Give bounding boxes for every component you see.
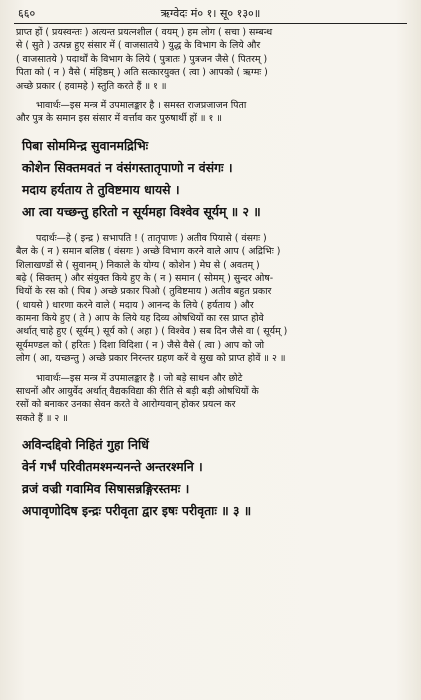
mantra-3: [16, 434, 407, 522]
mantra-line: आ त्वा यच्छन्तु हरितो न सूर्यमहा विश्वेव सूर्यम् ॥ २ ॥: [22, 203, 261, 219]
text-line: बढ़े ( सिक्तम् ) और संयुक्त किये हुए के ( न ) समान ( सोमम् ) सुन्दर ओष-: [16, 272, 274, 284]
text-line: धियों के रस को ( पिब ) अच्छे प्रकार पिओ ( तुविष्टमाय ) अतीव बहुत प्रकार: [16, 286, 272, 298]
text-line: अर्थात् चाहे हुए ( सूर्यम् ) सूर्य को ( अहा ) ( विश्वेव ) सब दिन जैसे वा ( सूर्यम् ): [16, 326, 288, 338]
page-number: ६६०: [18, 7, 36, 20]
text-line: सूर्यमण्डल को ( हरितः ) दिशा विदिशा ( न ) जैसे वैसे ( त्वा ) आप को जो: [16, 339, 265, 351]
text-line: रसों को बनाकर उनका सेवन करते वे आरोग्यवान् होकर प्रयत्न कर: [16, 399, 236, 411]
bhavartha-paragraph-2: [16, 372, 407, 426]
mantra-line: पिबा सोममिन्द्र सुवानमद्रिभिः: [22, 137, 149, 153]
mantra-line: मदाय हर्यताय ते तुविष्टमाय धायसे ।: [22, 181, 180, 197]
spacer: [16, 126, 407, 135]
running-title: ऋग्वेदः मं० १। सू० १३०॥: [160, 7, 261, 20]
page-body: [16, 26, 407, 522]
text-line: लोग ( आ, यच्छन्तु ) अच्छे प्रकार निरन्तर ग्रहण करें वे सुख को प्राप्त होवें ॥ २ ॥: [16, 353, 286, 365]
text-line: ( वाजसातये ) पदार्थों के विभाग के लिये ( पुत्रातः ) पुत्रजन जैसे ( पितरम् ): [16, 53, 268, 65]
text-line: भावार्थः—इस मन्त्र में उपमालङ्कार है । जो बड़े साधन और छोटे: [36, 372, 243, 384]
mantra-line: वेर्न गर्भं परिवीतमश्मन्यनन्ते अन्तरश्मनि ।: [22, 459, 203, 475]
header-rule: [14, 23, 407, 24]
mantra-line: अपावृणोदिष इन्द्रः परीवृता द्वार इषः परीवृताः ॥ ३ ॥: [22, 503, 252, 519]
padartha-paragraph-1: [16, 26, 407, 93]
mantra-line: व्रजं वज्री गवामिव सिषासन्नङ्गिरस्तमः ।: [22, 481, 190, 497]
text-line: ( धायसे ) धारणा करने वाले ( मदाय ) आनन्द के लिये ( हर्यताय ) और: [16, 299, 254, 311]
mantra-2: [16, 135, 407, 223]
text-line: और पुत्र के समान इस संसार में वर्त्ताव कर पुरुषार्थी हों ॥ १ ॥: [16, 113, 223, 125]
text-line: कामना किये हुए ( ते ) आप के लिये यह दिव्य ओषधियों का रस प्राप्त होवे: [16, 313, 264, 325]
text-line: से ( सुते ) उत्पन्न हुए संसार में ( वाजसातये ) युद्ध के विभाग के लिये और: [16, 40, 261, 52]
padartha-paragraph-2: [16, 232, 407, 366]
text-line: शिलाखण्डों से ( सुवानम् ) निकाले के योग्य ( कोशेन ) मेघ से ( अवतम् ): [16, 259, 260, 271]
text-line: प्राप्त हों ( प्रयस्वन्तः ) अत्यन्त प्रयत्नशील ( वयम् ) हम लोग ( सचा ) सम्बन्ध: [16, 27, 273, 38]
mantra-line: कोशेन सिक्तमवतं न वंसंगस्तातृपाणो न वंसंगः ।: [22, 159, 233, 175]
text-line: पिता को ( न ) वैसे ( मंहिष्ठम् ) अति सत्कारयुक्त ( त्वा ) आपको ( ऋग्मः ): [16, 67, 268, 79]
text-line: सकते हैं ॥ २ ॥: [16, 412, 68, 424]
spacer: [16, 425, 407, 434]
spacer: [16, 223, 407, 232]
text-line: अच्छे प्रकार ( हवामहे ) स्तुति करते हैं ॥ १ ॥: [16, 80, 167, 92]
mantra-line: अविन्दद्दिवो निहितं गुहा निधिं: [22, 437, 149, 453]
bhavartha-paragraph-1: [16, 99, 407, 126]
text-line: पदार्थः—हे ( इन्द्र ) सभापति ! ( तातृपाणः ) अतीव पियासे ( वंसगः ): [36, 232, 267, 244]
text-line: साधनों और आयुर्वेद अर्थात् वैद्यकविद्या की रीति से बड़ी बड़ी ओषधियों के: [16, 386, 259, 398]
text-line: भावार्थः—इस मन्त्र में उपमालङ्कार है । समस्त राजप्रजाजन पिता: [36, 99, 247, 111]
text-line: बैल के ( न ) समान बलिष्ठ ( वंसगः ) अच्छे विभाग करने वाले आप ( अद्रिभिः ): [16, 246, 281, 258]
page-header: [14, 6, 407, 22]
